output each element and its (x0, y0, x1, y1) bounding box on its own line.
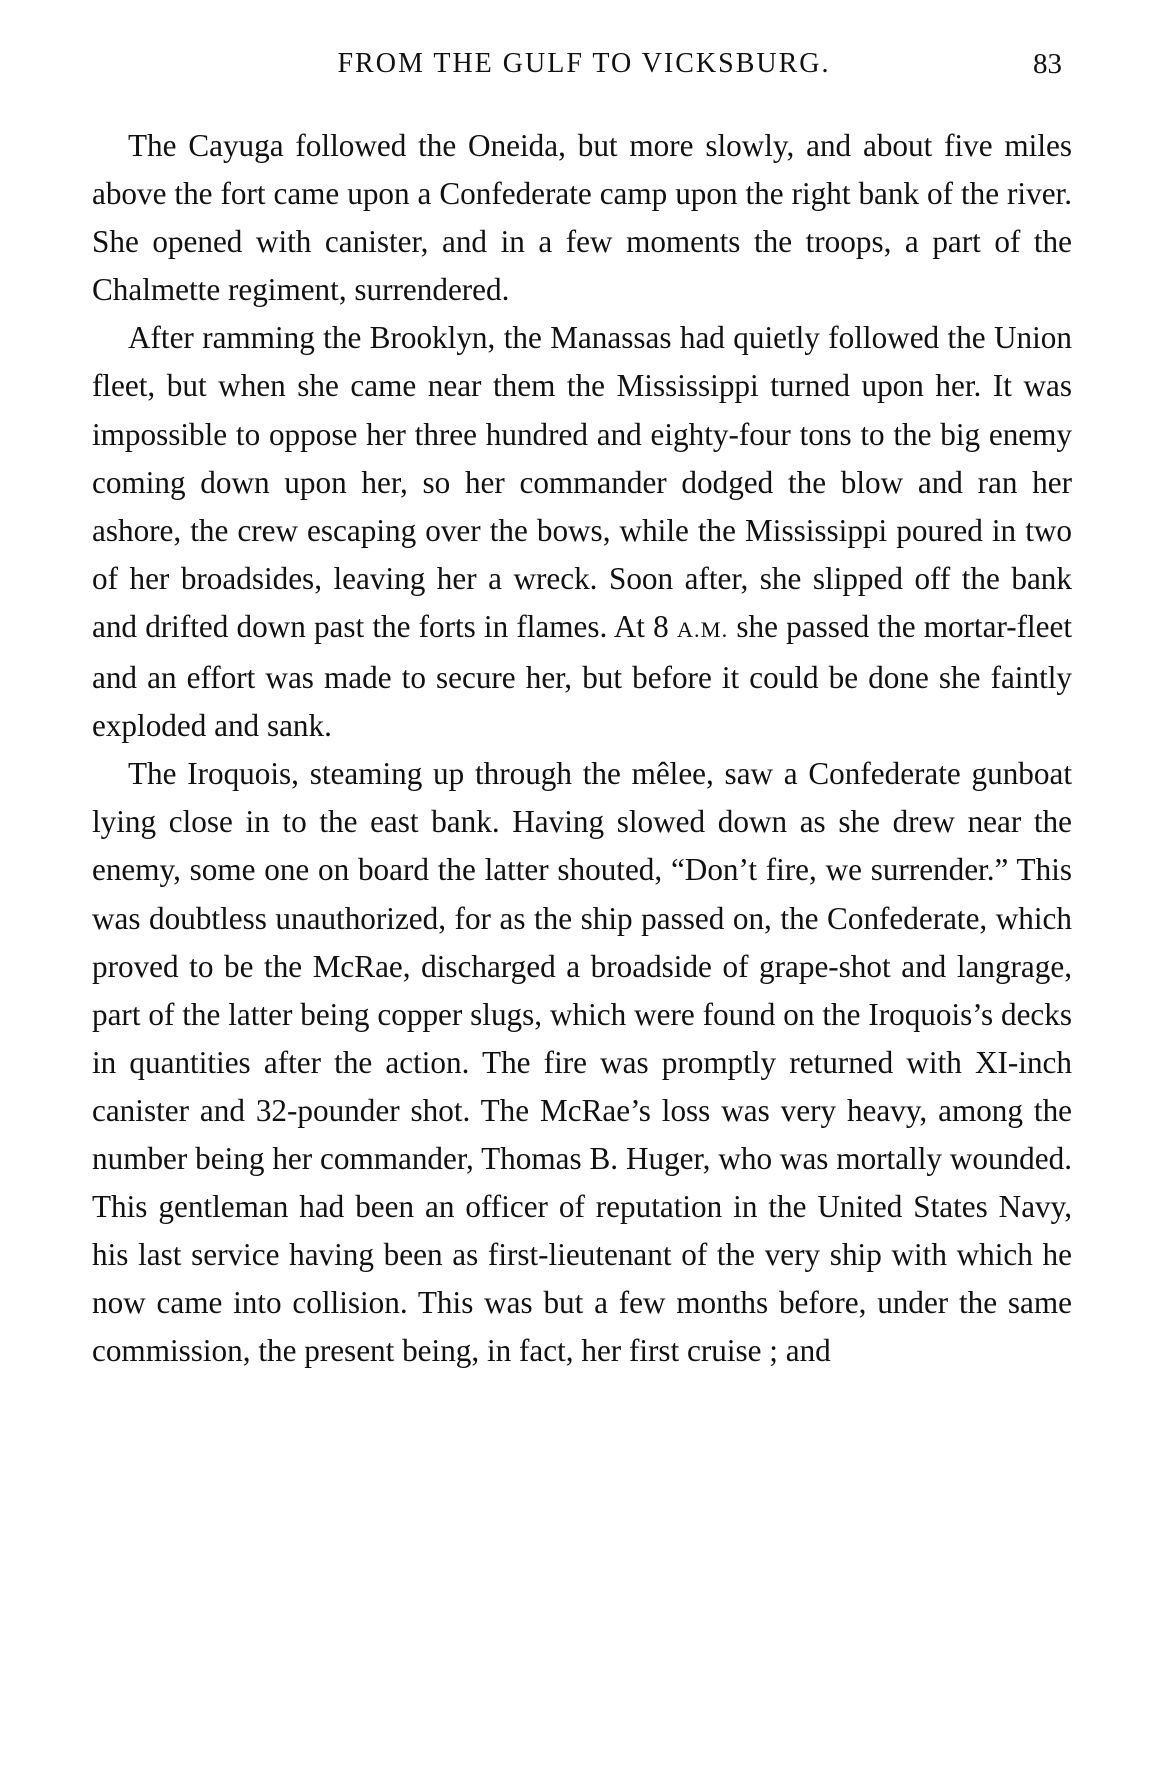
running-head: FROM THE GULF TO VICKSBURG. (337, 48, 831, 79)
paragraph-manassas-part-1: After ramming the Brooklyn, the Manassas had quietly followed the Union fleet, but when she came near them the Mississippi turned upon her. It was impossible to oppose her three hundred and eighty-four tons to the big enemy coming down upon her, so her commander dodged the blow and ran her ashore, the crew escaping over the bows, while the Mississippi poured in two of her broadsides, leaving her a wreck. Soon after, she slipped off the bank and drifted down past the forts in flames. At 8 (92, 320, 1072, 644)
paragraph-manassas-part-2: she passed the mortar-fleet and an effort was made to secure her, but before it could be done she faintly exploded and sank. (92, 608, 1072, 744)
paragraph-iroquois: The Iroquois, steaming up through the mêlee, saw a Confederate gunboat lying close in to the east bank. Having slowed down as she drew near the enemy, some one on board the latter shouted, “Don’t fire, we surrender.” This was doubtless unauthorized, for as the ship passed on, the Confederate, which proved to be the McRae, discharged a broadside of grape-shot and langrage, part of the latter being copper slugs, which were found on the Iroquois’s decks in quantities after the action. The fire was promptly returned with XI-inch canister and 32-pounder shot. The McRae’s loss was very heavy, among the number being her commander, Thomas B. Huger, who was mortally wounded. This gentleman had been an officer of reputation in the United States Navy, his last service having been as first-lieutenant of the very ship with which he now came into collision. This was but a few months before, under the same commission, the present being, in fact, her first cruise ; and (92, 756, 1072, 1369)
body-text (92, 122, 1072, 1375)
time-am-smallcaps: A.M. (676, 616, 729, 642)
page-header (96, 44, 1072, 84)
paragraph-cayuga: The Cayuga followed the Oneida, but more slowly, and about five miles above the fort came upon a Confederate camp upon the right bank of the river. She opened with canister, and in a few moments the troops, a part of the Chalmette regiment, surrendered. (92, 128, 1072, 308)
paragraph-manassas (92, 314, 1072, 750)
page-number: 83 (1033, 48, 1062, 80)
